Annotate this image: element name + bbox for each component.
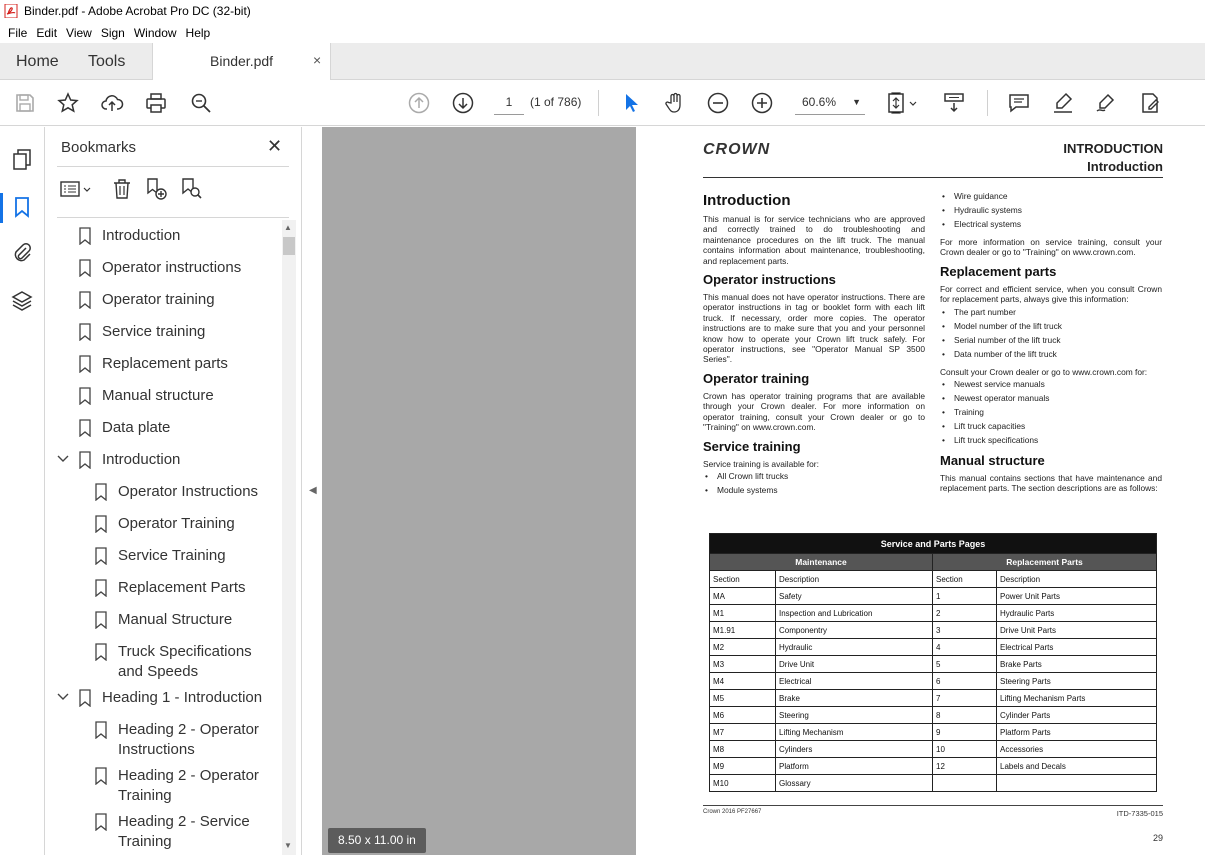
- heading-introduction: Introduction: [703, 192, 791, 209]
- table-cell: 7: [933, 690, 997, 707]
- toolbar: [0, 80, 1205, 126]
- scrollbar-thumb[interactable]: [283, 237, 295, 255]
- table-cell: 1: [933, 588, 997, 605]
- heading-replacement-parts: Replacement parts: [940, 263, 1057, 279]
- table-header: Description: [997, 571, 1157, 588]
- panel-divider: [57, 166, 289, 167]
- bookmark-icon: [94, 611, 108, 629]
- table-row: [710, 622, 1157, 639]
- table-cell: 10: [933, 741, 997, 758]
- next-page-icon[interactable]: [451, 91, 475, 115]
- zoom-in-icon[interactable]: [750, 91, 774, 115]
- heading-service-training: Service training: [703, 438, 801, 454]
- service-training-list-cont: [940, 189, 1162, 231]
- highlight-pen-icon[interactable]: [1051, 91, 1075, 115]
- table-cell: Inspection and Lubrication: [776, 605, 933, 622]
- edit-document-icon[interactable]: [1138, 91, 1162, 115]
- section-subtitle: Introduction: [1087, 159, 1163, 174]
- table-cell: [997, 775, 1157, 792]
- bookmark-item[interactable]: Heading 2 - Operator Instructions: [94, 720, 269, 760]
- bookmark-item[interactable]: Operator Training: [94, 514, 235, 534]
- table-cell: Cylinder Parts: [997, 707, 1157, 724]
- previous-page-icon[interactable]: [407, 91, 431, 115]
- star-icon[interactable]: [56, 91, 80, 115]
- table-cell: 8: [933, 707, 997, 724]
- table-row: [710, 588, 1157, 605]
- table-cell: Componentry: [776, 622, 933, 639]
- table-cell: M8: [710, 741, 776, 758]
- table-row: [710, 758, 1157, 775]
- collapse-panel-icon[interactable]: ◀: [309, 485, 317, 496]
- table-cell: [933, 775, 997, 792]
- replacement-parts-list: [940, 305, 1162, 361]
- bookmark-icon: [94, 483, 108, 501]
- table-cell: Drive Unit Parts: [997, 622, 1157, 639]
- close-tab-icon[interactable]: ×: [313, 52, 322, 68]
- bookmark-item[interactable]: Replacement parts: [78, 354, 228, 374]
- crown-logo: CROWN: [703, 141, 771, 158]
- paragraph-introduction: This manual is for service technicians who are approved and correctly trained to do troubleshooting and maintenance procedures on the lift truck. The manual contains information about maintenance, troubleshooting, and replacement parts.: [703, 214, 925, 266]
- bookmark-icon: [78, 291, 92, 309]
- table-group-parts: Replacement Parts: [933, 554, 1157, 571]
- toolbar-separator: [987, 90, 988, 116]
- table-cell: Power Unit Parts: [997, 588, 1157, 605]
- page-size-indicator: 8.50 x 11.00 in: [328, 828, 426, 853]
- paragraph-manual-structure: This manual contains sections that have maintenance and replacement parts. The section descriptions are as follows:: [940, 473, 1162, 494]
- active-rail-indicator: [0, 193, 3, 223]
- tab-tools[interactable]: Tools: [88, 53, 126, 70]
- chevron-down-icon[interactable]: [56, 452, 70, 466]
- new-bookmark-icon[interactable]: [144, 177, 168, 201]
- bookmark-icon: [78, 387, 92, 405]
- table-cell: 12: [933, 758, 997, 775]
- list-item: • Training: [940, 405, 1162, 419]
- bookmark-item[interactable]: Introduction: [78, 226, 180, 246]
- bookmark-icon: [78, 227, 92, 245]
- chevron-down-icon: ▼: [852, 97, 861, 107]
- bookmark-item[interactable]: Service training: [78, 322, 205, 342]
- bookmark-icon: [78, 451, 92, 469]
- menu-sign[interactable]: Sign: [100, 25, 125, 40]
- footer-left: Crown 2016 PF27667: [703, 809, 762, 815]
- tab-bar: [0, 43, 1205, 80]
- table-cell: Drive Unit: [776, 656, 933, 673]
- heading-manual-structure: Manual structure: [940, 453, 1045, 469]
- bookmarks-scrollbar[interactable]: [282, 220, 296, 855]
- table-row: [710, 605, 1157, 622]
- bookmark-icon: [78, 689, 92, 707]
- table-cell: 4: [933, 639, 997, 656]
- table-cell: M2: [710, 639, 776, 656]
- table-header: Section: [710, 571, 776, 588]
- header-rule: [703, 177, 1163, 178]
- panel-splitter[interactable]: [301, 127, 323, 855]
- menu-window[interactable]: Window: [133, 25, 177, 40]
- table-header-row: [710, 571, 1157, 588]
- fit-page-icon[interactable]: [886, 91, 920, 115]
- sign-pen-icon[interactable]: [1094, 91, 1118, 115]
- bookmark-item[interactable]: Truck Specifications and Speeds: [94, 642, 279, 682]
- bookmark-tools: [59, 177, 259, 203]
- bookmark-item[interactable]: Operator instructions: [78, 258, 241, 278]
- list-item: • Serial number of the lift truck: [940, 333, 1162, 347]
- panel-divider: [57, 217, 289, 218]
- bookmark-item[interactable]: Heading 2 - Service Training: [94, 812, 269, 852]
- bookmark-list: [45, 220, 281, 855]
- bookmark-item[interactable]: Replacement Parts: [94, 578, 246, 598]
- title-bar: [0, 0, 1205, 22]
- table-row: [710, 724, 1157, 741]
- search-zoom-icon[interactable]: [189, 91, 213, 115]
- bookmark-icon: [94, 813, 108, 831]
- table-cell: Cylinders: [776, 741, 933, 758]
- table-cell: Hydraulic: [776, 639, 933, 656]
- paragraph-consult: Consult your Crown dealer or go to www.crown.com for:: [940, 366, 1148, 377]
- list-item: • Hydraulic systems: [940, 203, 1162, 217]
- consult-list: [940, 377, 1162, 447]
- table-cell: 6: [933, 673, 997, 690]
- bookmark-panel-icon[interactable]: [10, 195, 34, 219]
- bookmark-item[interactable]: Manual Structure: [94, 610, 232, 630]
- tab-document[interactable]: [152, 43, 331, 81]
- table-cell: M7: [710, 724, 776, 741]
- tab-home[interactable]: Home: [16, 53, 59, 70]
- layers-icon[interactable]: [10, 289, 34, 313]
- bookmark-icon: [94, 515, 108, 533]
- scroll-up-icon[interactable]: ▲: [284, 223, 292, 232]
- document-view[interactable]: [322, 127, 1205, 855]
- left-column: [703, 189, 925, 503]
- bookmarks-panel: [45, 127, 301, 855]
- chevron-down-icon[interactable]: [56, 690, 70, 704]
- table-row: [710, 741, 1157, 758]
- left-rail: [0, 127, 45, 855]
- table-cell: 5: [933, 656, 997, 673]
- table-cell: M3: [710, 656, 776, 673]
- list-item: • All Crown lift trucks: [703, 469, 925, 483]
- zoom-out-icon[interactable]: [706, 91, 730, 115]
- list-item: • Wire guidance: [940, 189, 1162, 203]
- save-icon[interactable]: [13, 91, 37, 115]
- bookmark-item[interactable]: Manual structure: [78, 386, 214, 406]
- table-cell: Accessories: [997, 741, 1157, 758]
- paragraph-replacement-parts: For correct and efficient service, when you consult Crown for replacement parts, always give this information:: [940, 283, 1162, 305]
- table-cell: Brake: [776, 690, 933, 707]
- table-cell: 3: [933, 622, 997, 639]
- comment-icon[interactable]: [1007, 91, 1031, 115]
- table-cell: M9: [710, 758, 776, 775]
- bookmark-icon: [94, 643, 108, 661]
- bookmark-item[interactable]: Data plate: [78, 418, 170, 438]
- close-panel-icon[interactable]: ✕: [267, 136, 283, 156]
- upload-cloud-icon[interactable]: [100, 91, 124, 115]
- footer-right: ITD-7335-015: [1116, 809, 1163, 818]
- table-row: [710, 707, 1157, 724]
- table-cell: MA: [710, 588, 776, 605]
- bookmark-icon: [94, 721, 108, 739]
- table-cell: Lifting Mechanism: [776, 724, 933, 741]
- scroll-down-icon[interactable]: ▼: [284, 841, 292, 850]
- bookmark-item[interactable]: Heading 1 - Introduction: [78, 688, 262, 708]
- table-cell: Platform Parts: [997, 724, 1157, 741]
- document-tab-label: Binder.pdf: [210, 53, 274, 69]
- table-cell: 2: [933, 605, 997, 622]
- table-cell: Electrical: [776, 673, 933, 690]
- select-cursor-icon[interactable]: [619, 91, 643, 115]
- list-item: • Model number of the lift truck: [940, 319, 1162, 333]
- heading-operator-instructions: Operator instructions: [703, 272, 836, 288]
- print-icon[interactable]: [144, 91, 168, 115]
- menu-edit[interactable]: Edit: [36, 25, 58, 40]
- bookmarks-header: Bookmarks: [61, 139, 137, 156]
- menu-file[interactable]: File: [8, 25, 28, 40]
- menu-view[interactable]: View: [66, 25, 92, 40]
- bookmark-item[interactable]: Heading 2 - Operator Training: [94, 766, 269, 806]
- table-cell: Safety: [776, 588, 933, 605]
- section-title: INTRODUCTION: [1063, 141, 1163, 156]
- scroll-mode-icon[interactable]: [942, 91, 966, 115]
- list-item: • Data number of the lift truck: [940, 347, 1162, 361]
- list-item: • Newest service manuals: [940, 377, 1162, 391]
- table-cell: M1: [710, 605, 776, 622]
- table-cell: M1.91: [710, 622, 776, 639]
- table-cell: Glossary: [776, 775, 933, 792]
- options-menu-icon[interactable]: [59, 177, 95, 201]
- table-cell: Platform: [776, 758, 933, 775]
- service-parts-table: [709, 533, 1157, 792]
- page-count: (1 of 786): [530, 95, 582, 109]
- delete-bookmark-icon[interactable]: [110, 177, 134, 201]
- zoom-level-select[interactable]: [795, 90, 865, 115]
- table-cell: Steering Parts: [997, 673, 1157, 690]
- table-cell: 9: [933, 724, 997, 741]
- bookmark-icon: [94, 547, 108, 565]
- bookmark-search-icon[interactable]: [179, 177, 203, 201]
- table-cell: M5: [710, 690, 776, 707]
- page-number-input[interactable]: 1: [494, 90, 524, 115]
- bookmark-item[interactable]: Introduction: [78, 450, 180, 470]
- table-row: [710, 673, 1157, 690]
- bookmark-icon: [94, 579, 108, 597]
- table-cell: Lifting Mechanism Parts: [997, 690, 1157, 707]
- table-header: Section: [933, 571, 997, 588]
- table-cell: M10: [710, 775, 776, 792]
- table-row: [710, 775, 1157, 792]
- table-cell: Steering: [776, 707, 933, 724]
- table-row: [710, 639, 1157, 656]
- bookmark-icon: [94, 767, 108, 785]
- table-header: Description: [776, 571, 933, 588]
- pdf-page: [636, 127, 1205, 855]
- table-row: [710, 656, 1157, 673]
- list-item: • Electrical systems: [940, 217, 1162, 231]
- bookmark-icon: [78, 259, 92, 277]
- table-cell: M4: [710, 673, 776, 690]
- paragraph-service-more: For more information on service training, consult your Crown dealer or go to "Training" on www.crown.com.: [940, 237, 1162, 258]
- list-item: • Newest operator manuals: [940, 391, 1162, 405]
- menu-bar: [0, 22, 1205, 43]
- table-cell: Hydraulic Parts: [997, 605, 1157, 622]
- paragraph-operator-instructions: This manual does not have operator instructions. There are operator instructions in tag or booklet form with each lift truck. If necessary, order more copies. The operator instructions are to make sure that you and your personnel know how to operate your Crown lift truck safely. For operator instructions, see "Operator Manual SP 3500 Series".: [703, 292, 925, 365]
- bookmark-item[interactable]: Operator training: [78, 290, 215, 310]
- table-row: [710, 690, 1157, 707]
- right-column: [940, 189, 1162, 500]
- paragraph-operator-training: Crown has operator training programs that are available through your Crown dealer. For more information on operator training, consult your Crown dealer or go to "Training" on www.crown.com.: [703, 390, 925, 433]
- acrobat-logo-icon: [4, 4, 18, 18]
- table-group-maintenance: Maintenance: [710, 554, 933, 571]
- table-cell: M6: [710, 707, 776, 724]
- hand-tool-icon[interactable]: [663, 91, 687, 115]
- page-number: 29: [1152, 833, 1163, 843]
- bookmark-icon: [78, 355, 92, 373]
- list-item: • Module systems: [703, 483, 925, 497]
- window-title: Binder.pdf - Adobe Acrobat Pro DC (32-bit): [24, 4, 251, 18]
- table-cell: Electrical Parts: [997, 639, 1157, 656]
- list-item: • Lift truck capacities: [940, 419, 1162, 433]
- bookmark-item[interactable]: Service Training: [94, 546, 226, 566]
- menu-help[interactable]: Help: [185, 25, 211, 40]
- bookmark-item[interactable]: Operator Instructions: [94, 482, 258, 502]
- bookmark-icon: [78, 419, 92, 437]
- toolbar-separator: [598, 90, 599, 116]
- service-training-list: [703, 469, 925, 497]
- heading-operator-training: Operator training: [703, 370, 810, 386]
- page-thumbnails-icon[interactable]: [10, 147, 34, 171]
- attachments-icon[interactable]: [10, 241, 34, 265]
- paragraph-service-training: Service training is available for:: [703, 458, 819, 469]
- zoom-level-value: 60.6%: [802, 95, 837, 109]
- table-title: Service and Parts Pages: [710, 534, 1157, 554]
- list-item: • The part number: [940, 305, 1162, 319]
- table-cell: Labels and Decals: [997, 758, 1157, 775]
- footer-rule: [703, 805, 1163, 806]
- bookmark-icon: [78, 323, 92, 341]
- list-item: • Lift truck specifications: [940, 433, 1162, 447]
- table-cell: Brake Parts: [997, 656, 1157, 673]
